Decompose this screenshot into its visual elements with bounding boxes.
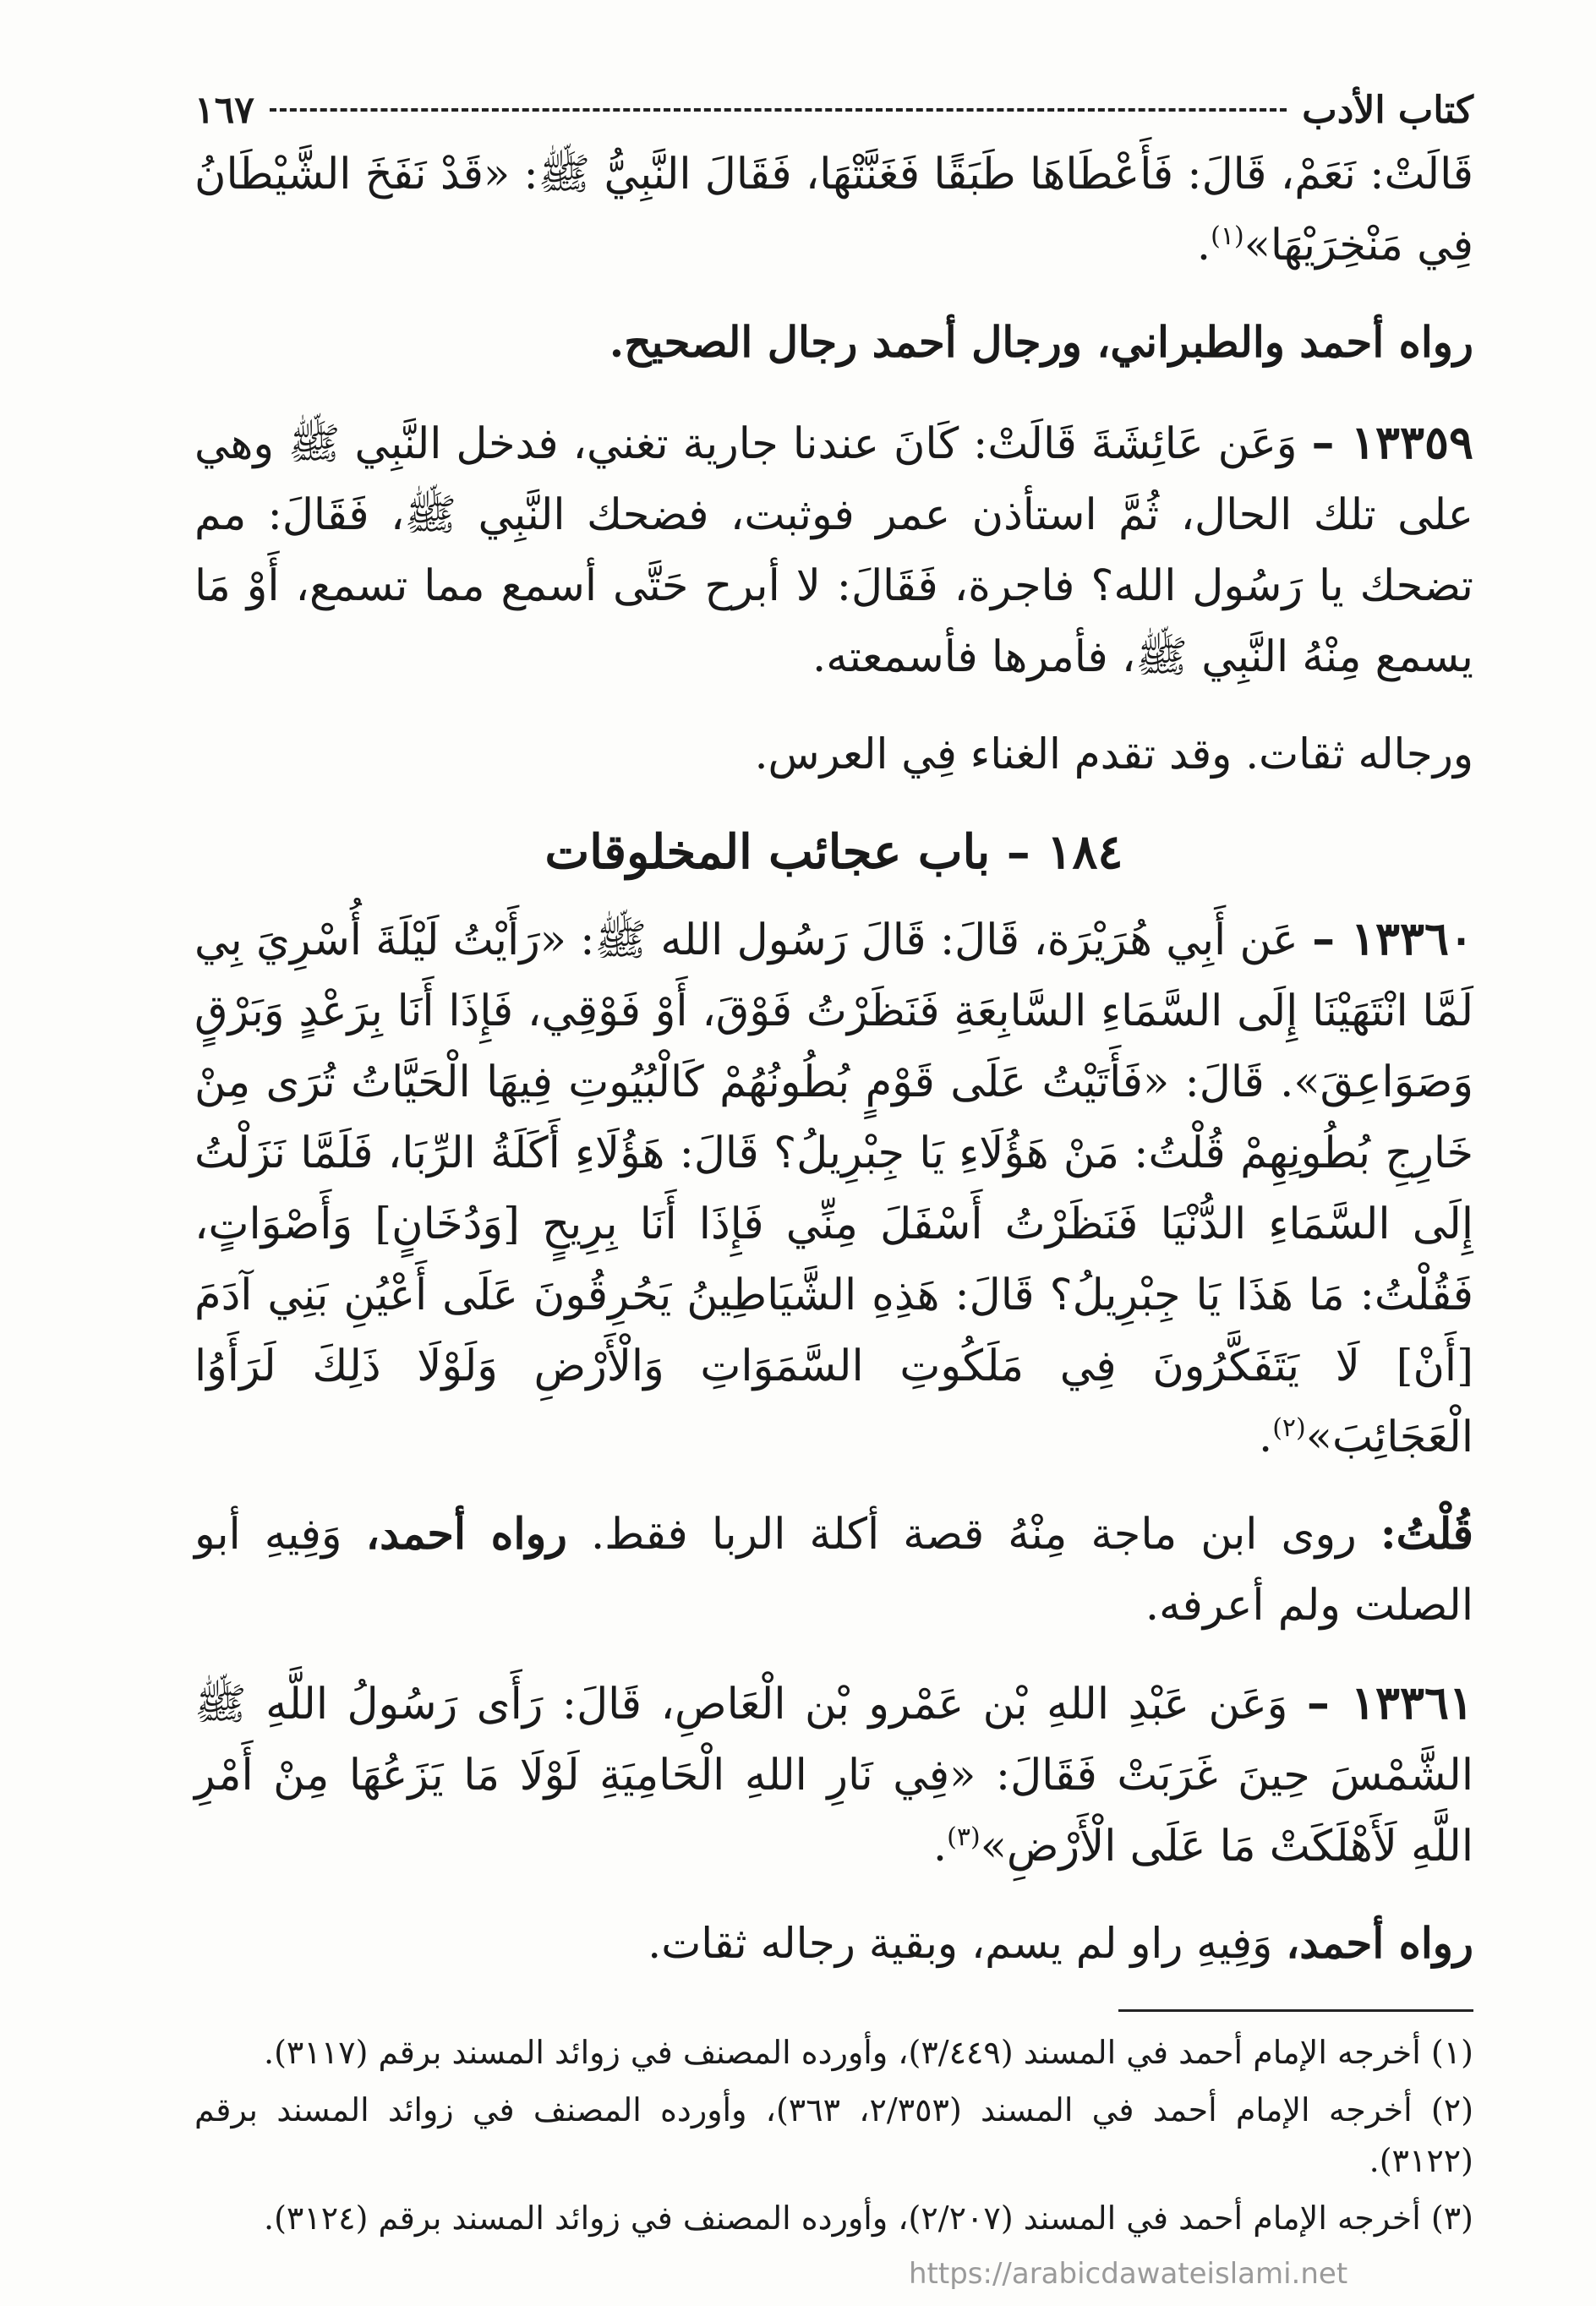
footnote-3: (٣) أخرجه الإمام أحمد في المسند (٢/٢٠٧)، وأورده المصنف في زوائد المسند برقم (٣١٢٤). xyxy=(264,2199,1473,2237)
footnote-ref: (٢) xyxy=(1272,1413,1306,1443)
footnote-divider xyxy=(1118,2009,1473,2012)
source-note: رواه أحمد والطبراني، ورجال أحمد رجال الصحيح. xyxy=(609,317,1473,367)
watermark-url: https://arabicdawateislami.net xyxy=(909,2257,1348,2291)
hadith-number: ١٣٣٦١ – xyxy=(1306,1675,1473,1730)
paragraph-end: . xyxy=(1196,221,1211,270)
hadith-text: وَعَن عَائِشَةَ قَالَتْ: كَانَ عندنا جارية تغني، فدخل النَّبِي ﷺ وهي على تلك الحال، ثُمَّ استأذن عمر فوثبت، فضحك النَّبِي ﷺ، فَقَالَ: مم تضحك يا رَسُول الله؟ فاجرة، فَقَالَ: لا أبرح حَتَّى أسمع مما تسمع، أَوْ مَا يسمع مِنْهُ النَّبِي ﷺ، فأمرها فأسمعته. xyxy=(194,419,1473,682)
source-text: وَفِيهِ راو لم يسم، وبقية رجاله ثقات. xyxy=(648,1919,1273,1968)
qultu-source: رواه أحمد، xyxy=(365,1509,567,1560)
footnote-ref: (١) xyxy=(1211,221,1244,251)
running-head xyxy=(194,80,1473,139)
qultu-text: روى ابن ماجة مِنْهُ قصة أكلة الربا فقط. xyxy=(590,1510,1357,1560)
qultu-text: وَفِيهِ أبو الصلت ولم أعرفه. xyxy=(194,1510,1473,1631)
header-dashed-line xyxy=(270,108,1287,112)
paragraph-text: قَالَتْ: نَعَمْ، قَالَ: فَأَعْطَاهَا طَبَقًا فَغَنَّتْهَا، فَقَالَ النَّبِيُّ ﷺ: «قَدْ نَفَخَ الشَّيْطَانُ فِي مَنْخِرَيْهَا» xyxy=(194,150,1473,270)
source-note xyxy=(194,1908,1473,1979)
paragraph-end: . xyxy=(1258,1413,1273,1462)
hadith-number: ١٣٣٥٩ – xyxy=(1311,415,1473,469)
hadith-text: عَن أَبِي هُرَيْرَة، قَالَ: قَالَ رَسُول الله ﷺ: «رَأَيْتُ لَيْلَةَ أُسْرِيَ بِي لَمَّا انْتَهَيْنَا إِلَى السَّمَاءِ السَّابِعَةِ فَنَظَرْتُ فَوْقَ، أَوْ فَوْقِي، فَإِذَا أَنَا بِرَعْدٍ وَبَرْقٍ وَصَوَاعِقَ». قَالَ: «فَأَتَيْتُ عَلَى قَوْمٍ بُطُونُهُمْ كَالْبُيُوتِ فِيهَا الْحَيَّاتُ تُرَى مِنْ خَارِجِ بُطُونِهِمْ قُلْتُ: مَنْ هَؤُلَاءِ يَا جِبْرِيلُ؟ قَالَ: هَؤُلَاءِ أَكَلَةُ الرِّبَا، فَلَمَّا نَزَلْتُ إِلَى السَّمَاءِ الدُّنْيَا فَنَظَرْتُ أَسْفَلَ مِنِّي فَإِذَا أَنَا بِرِيحٍ [وَدُخَانٍ] وَأَصْوَاتٍ، فَقُلْتُ: مَا هَذَا يَا جِبْرِيلُ؟ قَالَ: هَذِهِ الشَّيَاطِينُ يَحُرِقُونَ عَلَى أَعْيُنِ بَنِي آدَمَ [أَنْ] لَا يَتَفَكَّرُونَ فِي مَلَكُوتِ السَّمَوَاتِ وَالْأَرْضِ وَلَوْلَا ذَلِكَ لَرَأَوُا الْعَجَائِبَ» xyxy=(194,915,1473,1462)
hadith-number: ١٣٣٦٠ – xyxy=(1312,911,1473,965)
footnote-1: (١) أخرجه الإمام أحمد في المسند (٣/٤٤٩)، وأورده المصنف في زوائد المسند برقم (٣١١٧). xyxy=(264,2034,1473,2071)
paragraph-end: . xyxy=(932,1822,948,1872)
hadith-13361 xyxy=(194,1667,1473,1883)
book-title: كتاب الأدب xyxy=(1302,88,1473,132)
footnote-ref: (٣) xyxy=(947,1822,981,1852)
hadith-text: وَعَن عَبْدِ اللهِ بْن عَمْرو بْن الْعَاصِ، قَالَ: رَأَى رَسُولُ اللَّهِ ﷺ الشَّمْسَ حِينَ غَرَبَتْ فَقَالَ: «فِي نَارِ اللهِ الْحَامِيَةِ لَوْلَا مَا يَزَعُهَا مِنْ أَمْرِ اللَّهِ لَأَهْلَكَتْ مَا عَلَى الْأَرْضِ» xyxy=(194,1680,1473,1872)
qultu-label: قُلْتُ: xyxy=(1380,1509,1473,1560)
hadith-13360 xyxy=(194,903,1473,1473)
page-number: ١٦٧ xyxy=(194,88,254,132)
source-note: ورجاله ثقات. وقد تقدم الغناء فِي العرس. xyxy=(754,730,1473,779)
qultu-note xyxy=(194,1499,1473,1642)
paragraph-continuation xyxy=(194,139,1473,281)
source-bold: رواه أحمد، xyxy=(1286,1918,1473,1968)
chapter-heading: ١٨٤ – باب عجائب المخلوقات xyxy=(544,824,1123,880)
hadith-13359 xyxy=(194,407,1473,693)
footnote-2: (٢) أخرجه الإمام أحمد في المسند (٢/٣٥٣، ٣٦٣)، وأورده المصنف في زوائد المسند برقم (٣١٢٢). xyxy=(194,2091,1474,2179)
